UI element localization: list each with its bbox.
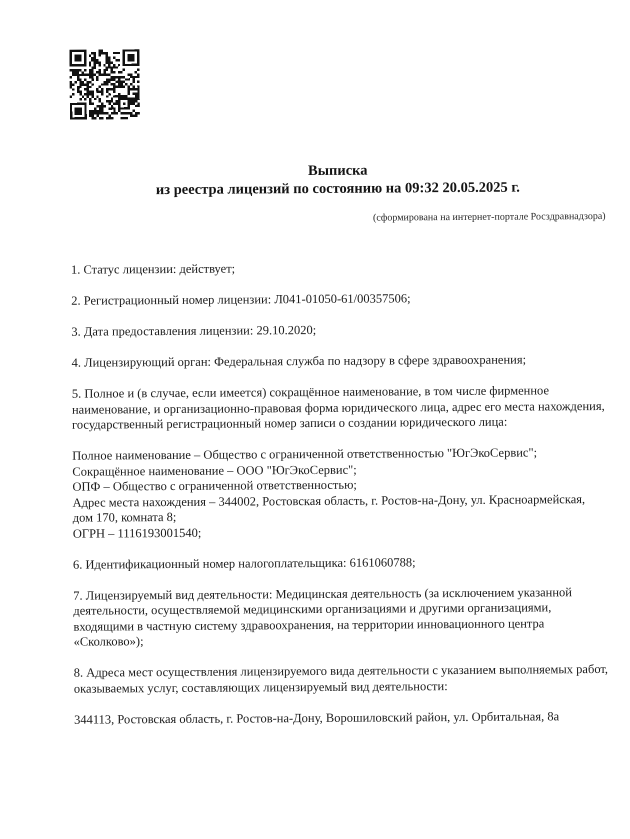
document-title-line1: Выписка	[307, 162, 368, 180]
activity-addresses-intro-paragraph: 8. Адреса мест осуществления лицензируемого вида деятельности с указанием выполняемых работ, оказываемых услуг, составляющих лицензируемый вид деятельности:	[73, 661, 609, 696]
inn-paragraph: 6. Идентификационный номер налогоплательщика: 6161060788;	[72, 554, 416, 572]
org-details-block: Полное наименование – Общество с ограниченной ответственностью "ЮгЭкоСервис"; Сокращённое наименование – ООО "ЮгЭкоСервис"; ОПФ – Общество с ограниченной ответственностью; Адрес места нахождения – 344002, Ростовская область, г. Ростов-на-Дону, ул. Красноармейская, дом 170, комната 8; ОГРН – 1116193001540;	[72, 445, 586, 541]
registration-number-paragraph: 2. Регистрационный номер лицензии: Л041-01050-61/00357506;	[71, 291, 411, 308]
document-content	[69, 0, 609, 743]
document-title-line2: из реестра лицензий по состоянию на 09:32 20.05.2025 г.	[155, 179, 520, 199]
document-subtitle: (сформирована на интернет-портале Росздравнадзора)	[372, 210, 606, 224]
document-body	[71, 259, 609, 728]
grant-date-paragraph: 3. Дата предоставления лицензии: 29.10.2020;	[71, 322, 317, 339]
org-details-intro-paragraph: 5. Полное и (в случае, если имеется) сокращённое наименование, в том числе фирменное наименование, и организационно-правовая форма юридического лица, адрес его места нахождения, государственный регистрационный номер записи о создании юридического лица:	[71, 383, 605, 432]
license-status-paragraph: 1. Статус лицензии: действует;	[70, 261, 236, 277]
licensed-activity-paragraph: 7. Лицензируемый вид деятельности: Медицинская деятельность (за исключением указанной деятельности, осуществляемой медицинскими организациями и другими организациями, входящими в частную систему здравоохранения, на территории инновационного центра «Сколково»);	[73, 584, 573, 649]
activity-address-paragraph: 344113, Ростовская область, г. Ростов-на-Дону, Ворошиловский район, ул. Орбитальная, 8а	[74, 708, 560, 727]
licensing-authority-paragraph: 4. Лицензирующий орган: Федеральная служба по надзору в сфере здравоохранения;	[71, 352, 527, 370]
document-title	[70, 160, 605, 200]
